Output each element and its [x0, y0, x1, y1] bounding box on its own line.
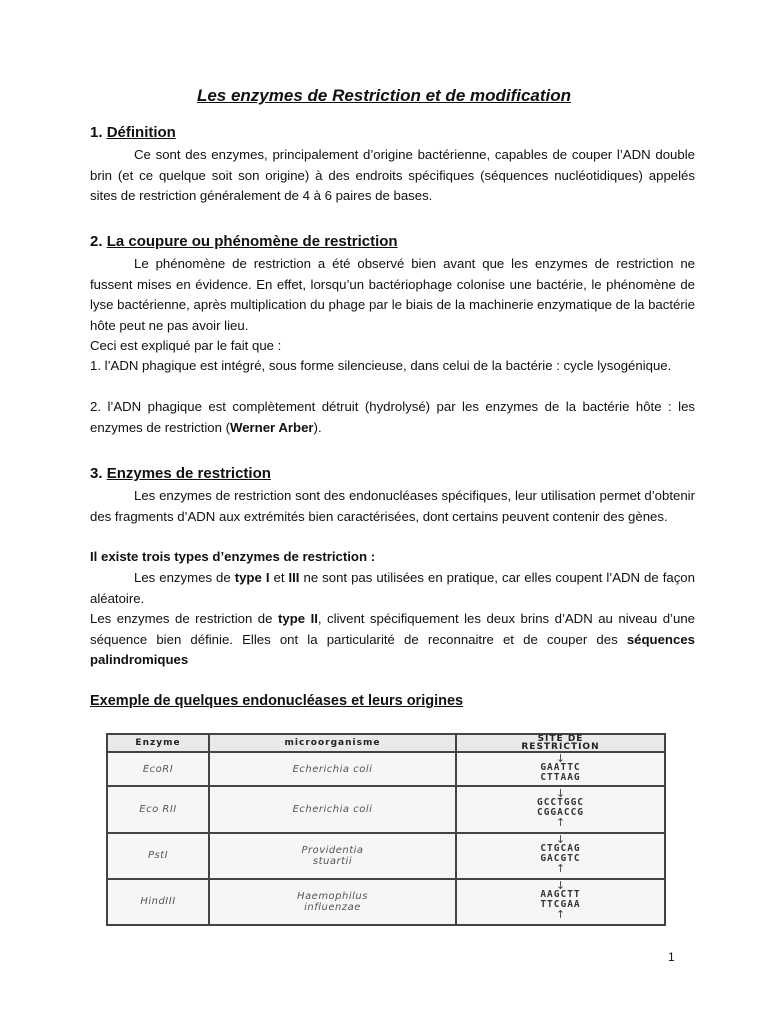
example-heading: Exemple de quelques endonucléases et leurs origines: [90, 693, 464, 709]
section-3-number: 3.: [90, 465, 103, 482]
section-2-paragraph-2: Ceci est expliqué par le fait que :: [90, 338, 282, 353]
down-arrow-icon: ↓: [555, 752, 566, 766]
section-3-paragraph-3: [90, 568, 695, 609]
organism-line1: Echerichia coli: [292, 763, 373, 775]
header-site-line2: RESTRICTION: [521, 742, 600, 752]
section-2-paragraph-1: Le phénomène de restriction a été observé bien avant que les enzymes de restriction ne fussent mises en évidence. En effet, lorsqu’un bactériophage colonise une bactérie, le phénomène de lyse bactérienne, après multiplication du phage par le biais de la machinerie enzymatique de la bactérie hôte peut ne pas avoir lieu.: [90, 256, 695, 333]
enzyme-name: HindIII: [107, 879, 209, 925]
section-1-heading: [90, 124, 176, 141]
table-row: [107, 786, 665, 832]
p3-e: ne sont pas utilisées en pratique, car elles coupent l’ADN de façon aléatoire.: [90, 570, 695, 606]
palindromic-sequences: séquences palindromiques: [90, 631, 695, 668]
organism-line2: influenzae: [304, 901, 361, 913]
document-title: Les enzymes de Restriction et de modification: [196, 86, 572, 105]
section-2-number: 2.: [90, 233, 103, 250]
sequence-bottom: CGGACCG: [536, 806, 585, 818]
sequence-top: GCCTGGC: [536, 796, 585, 808]
section-2-title: La coupure ou phénomène de restriction: [106, 233, 398, 250]
up-arrow-icon: ↑: [555, 908, 566, 922]
p4-c: , clivent spécifiquement les deux brins d’ADN au niveau d’une séquence bien définie. Elles ont la particularité de reconnaitre et de couper des: [90, 611, 695, 647]
organism-line2: stuartii: [312, 855, 353, 867]
p4-a: Les enzymes de restriction de: [90, 611, 278, 626]
down-arrow-icon: ↓: [555, 879, 566, 893]
down-arrow-icon: ↓: [555, 786, 566, 800]
section-1-paragraph: Ce sont des enzymes, principalement d’origine bactérienne, capables de couper l’ADN double brin (et ce quelque soit son origine) à des endroits spécifiques (séquences nucléotidiques) appelés sites de restriction généralement de 4 à 6 paires de bases.: [90, 147, 695, 204]
restriction-site: [456, 879, 665, 925]
enzyme-name: PstI: [107, 833, 209, 879]
p3-a: Les enzymes de: [134, 570, 235, 585]
type-i: type I: [234, 570, 270, 585]
section-3-heading: [90, 465, 271, 482]
table-row: [107, 879, 665, 925]
table-row: [107, 833, 665, 879]
section-2-paragraph-3: 1. l’ADN phagique est intégré, sous forme silencieuse, dans celui de la bactérie : cycle lysogénique.: [90, 358, 672, 373]
organism-line1: Providentia: [301, 844, 364, 856]
enzyme-name: EcoRI: [107, 752, 209, 786]
header-microorganism: microorganisme: [209, 734, 456, 752]
section-3-title: Enzymes de restriction: [106, 465, 271, 482]
type-ii: type II: [277, 611, 318, 626]
enzyme-name: Eco RII: [107, 786, 209, 832]
sequence-top: CTGCAG: [540, 843, 581, 855]
section-2-p4-start: 2. l’ADN phagique est complètement détruit (hydrolysé) par les enzymes de la bactérie hôte : les enzymes de restriction (: [90, 399, 695, 435]
page-number: 1: [668, 950, 675, 964]
type-iii: III: [288, 570, 300, 585]
header-enzyme: Enzyme: [107, 734, 209, 752]
table-row: [107, 752, 665, 786]
up-arrow-icon: ↑: [555, 815, 566, 829]
restriction-site: [456, 833, 665, 879]
section-3-paragraph-2: Il existe trois types d’enzymes de restriction :: [90, 549, 376, 564]
section-3-paragraph-4: [90, 609, 695, 671]
section-2-p4-end: ).: [313, 419, 322, 435]
sequence-bottom: CTTAAG: [540, 772, 581, 784]
up-arrow-icon: ↑: [555, 862, 566, 876]
header-site-line1: SITE DE: [537, 734, 584, 744]
section-3-paragraph-1: Les enzymes de restriction sont des endonucléases spécifiques, leur utilisation permet d’obtenir des fragments d’ADN aux extrémités bien caractérisées, dont certains peuvent contenir des gènes.: [90, 488, 695, 524]
down-arrow-icon: ↓: [555, 833, 566, 847]
enzyme-table: [106, 733, 666, 926]
sequence-top: AAGCTT: [540, 889, 581, 901]
organism-name: [209, 833, 456, 879]
section-2-heading: [90, 233, 398, 250]
sequence-top: GAATTC: [540, 762, 581, 774]
organism-name: [209, 879, 456, 925]
organism-name: [209, 752, 456, 786]
organism-line1: Echerichia coli: [292, 803, 373, 815]
sequence-bottom: GACGTC: [540, 853, 581, 865]
sequence-bottom: TTCGAA: [540, 899, 581, 911]
restriction-site: [456, 786, 665, 832]
restriction-site: [456, 752, 665, 786]
table-header-row: [107, 734, 665, 752]
organism-line1: Haemophilus: [297, 890, 368, 902]
section-2-paragraph-4: [90, 397, 695, 438]
p3-c: et: [269, 570, 289, 585]
organism-name: [209, 786, 456, 832]
header-site: [456, 734, 665, 752]
section-1-title: Définition: [106, 124, 176, 141]
werner-arber: Werner Arber: [229, 419, 314, 435]
section-1-number: 1.: [90, 124, 103, 141]
